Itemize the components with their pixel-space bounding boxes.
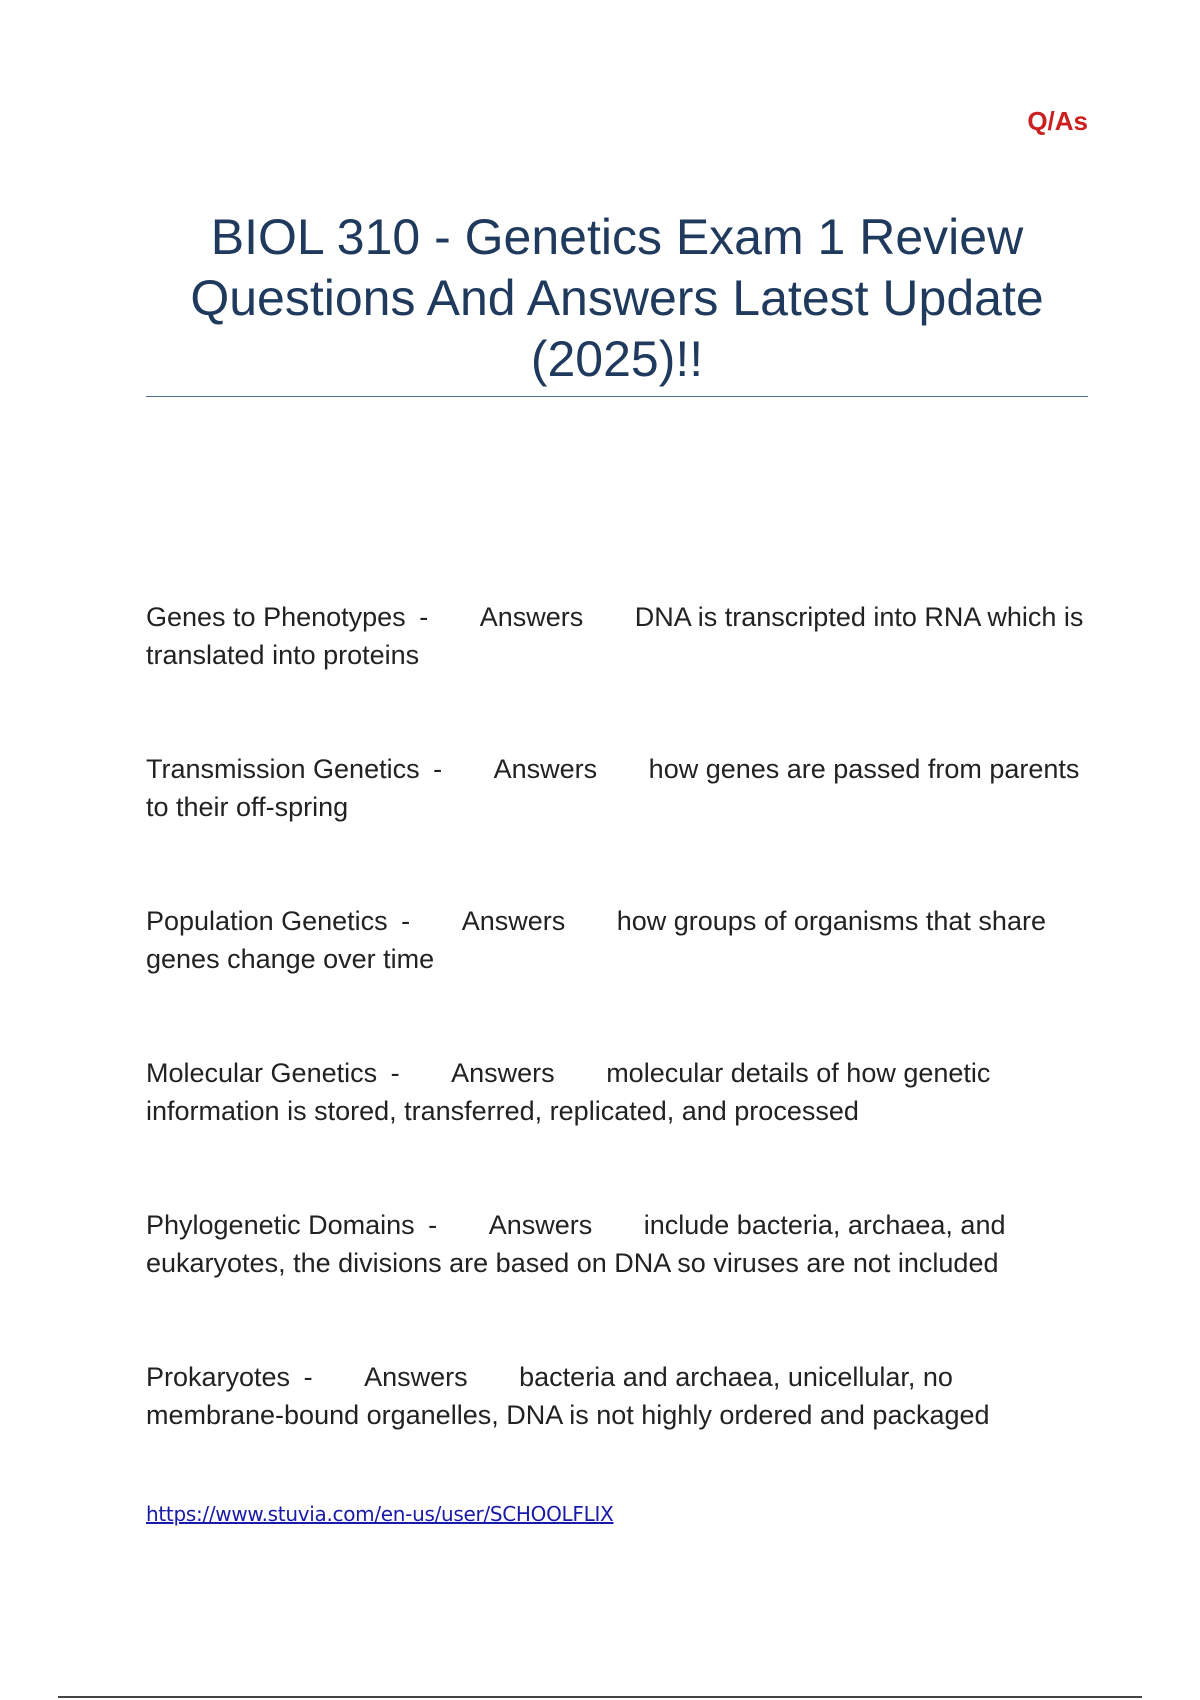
qa-item: [146, 750, 1096, 826]
qa-term: Phylogenetic Domains: [146, 1210, 415, 1240]
qa-definition: DNA is transcripted into RNA which is translated into proteins: [146, 602, 1084, 670]
qa-separator: -: [428, 1210, 438, 1240]
qa-term: Population Genetics: [146, 906, 388, 936]
document-title: [146, 207, 1088, 390]
title-line-3: (2025)!!: [530, 331, 704, 387]
qa-term: Transmission Genetics: [146, 754, 420, 784]
qa-separator: -: [401, 906, 411, 936]
qa-answer-label: Answers: [493, 754, 598, 784]
qa-answer-label: Answers: [364, 1362, 468, 1392]
author-profile-link[interactable]: https://www.stuvia.com/en-us/user/SCHOOLFLIX: [146, 1502, 614, 1526]
qa-answer-label: Answers: [488, 1210, 593, 1240]
qa-answer-label: Answers: [461, 906, 566, 936]
qa-definition: how groups of organisms that share genes change over time: [146, 906, 1046, 974]
qas-tag: Q/As: [1027, 106, 1088, 136]
title-divider: [146, 396, 1088, 397]
qa-item: [146, 1054, 1096, 1130]
title-line-1: BIOL 310 - Genetics Exam 1 Review: [210, 209, 1024, 265]
qa-item: [146, 598, 1096, 674]
qa-definition: bacteria and archaea, unicellular, no membrane-bound organelles, DNA is not highly ordered and packaged: [146, 1362, 990, 1430]
title-line-2: Questions And Answers Latest Update: [190, 270, 1044, 326]
qa-term: Prokaryotes: [146, 1362, 291, 1392]
qa-definition: molecular details of how genetic information is stored, transferred, replicated, and processed: [146, 1058, 991, 1126]
qa-answer-label: Answers: [479, 602, 584, 632]
qa-answer-label: Answers: [451, 1058, 555, 1088]
qa-item: [146, 1358, 1096, 1434]
qa-term: Molecular Genetics: [146, 1058, 378, 1088]
qa-separator: -: [390, 1058, 400, 1088]
qa-separator: -: [433, 754, 443, 784]
qa-item: [146, 1206, 1096, 1282]
qa-list: [146, 598, 1096, 1510]
qa-definition: how genes are passed from parents to their off-spring: [146, 754, 1080, 822]
qa-term: Genes to Phenotypes: [146, 602, 406, 632]
qa-item: [146, 902, 1096, 978]
qa-definition: include bacteria, archaea, and eukaryotes, the divisions are based on DNA so viruses are not included: [146, 1210, 1006, 1278]
page-bottom-rule: [58, 1696, 1142, 1698]
qa-separator: -: [419, 602, 429, 632]
qa-separator: -: [303, 1362, 313, 1392]
